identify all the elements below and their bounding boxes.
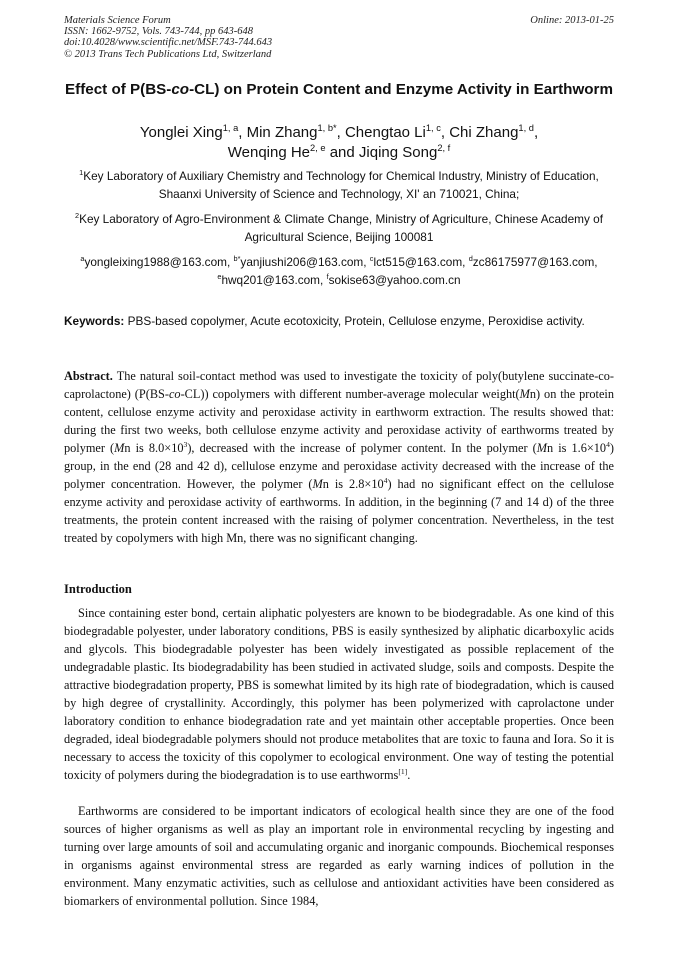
abstract-mn: M xyxy=(519,387,530,401)
author-name: Jiqing Song xyxy=(358,144,438,161)
introduction-heading: Introduction xyxy=(64,582,132,596)
author-sup: 2, f xyxy=(437,143,451,153)
email-address[interactable]: yongleixing1988@163.com, xyxy=(84,255,234,269)
affiliation-1-text: Key Laboratory of Auxiliary Chemistry and Technology for Chemical Industry, Ministry of Education, Shaanxi University of Science and Technology, XI' an 710021, China; xyxy=(83,169,599,201)
abstract-exponent: 4 xyxy=(606,439,610,449)
author-sep: and xyxy=(325,144,359,161)
author-list xyxy=(64,123,614,163)
introduction-paragraph-1 xyxy=(64,604,614,784)
email-address[interactable]: yanjiushi206@163.com, xyxy=(240,255,370,269)
abstract-text: n is 8.0×10 xyxy=(124,441,184,455)
email-sup: f xyxy=(326,272,329,282)
email-sup: e xyxy=(217,272,222,282)
author-name: Min Zhang xyxy=(246,124,318,141)
abstract-exponent: 4 xyxy=(383,475,388,485)
email-address[interactable]: lct515@163.com, xyxy=(373,255,469,269)
abstract-text: n is 2.8×10 xyxy=(322,477,384,491)
journal-doi[interactable]: doi:10.4028/www.scientific.net/MSF.743-744.643 xyxy=(64,37,273,49)
author-name: Chengtao Li xyxy=(344,124,426,141)
paragraph-text: . xyxy=(407,768,411,782)
author-name: Wenqing He xyxy=(227,144,311,161)
journal-issn: ISSN: 1662-9752, Vols. 743-744, pp 643-648 xyxy=(64,26,253,38)
affiliation-1 xyxy=(64,167,614,203)
abstract-text: n) on the protein content, cellulose enzyme activity and peroxidase activity in earthworm extraction. The results showed that: during the first two weeks, both cellulose enzyme activity and peroxidase activity of earthworms treated by polymer ( xyxy=(64,387,614,455)
paragraph-text: Since containing ester bond, certain aliphatic polyesters are known to be biodegradable. As one kind of this biodegradable polyester, under laboratory conditions, PBS is easily synthesized by aliphatic dicarboxylic acids and glycols. This biodegradable polyester has been widely investigated as possible replacement of the undegradable plastic. Its biodegradability has been studied in activated sludge, soils and composts. Despite the attractive biodegradation property, PBS is somewhat limited by its high rate of biodegradation, which is caused by high degree of crystallinity. Accordingly, this polymer has been polymerized with caprolactone under laboratory condition to enhance biodegradation rate and yet maintain other acceptable properties. Once been degraded, ideal biodegradable polymers should not produce metabolites that are toxic to fauna and Iora. So it is necessary to access the toxicity of this copolymer to ecological environment. One way of testing the potential toxicity of polymers during the biodegradation is to use earthworms xyxy=(64,606,614,782)
abstract-text: ), decreased with the increase of polymer content. In the polymer ( xyxy=(187,441,537,455)
affiliation-2-text: Key Laboratory of Agro-Environment & Climate Change, Ministry of Agriculture, Chinese Academy of Agricultural Science, Beijing 100081 xyxy=(79,212,603,244)
email-address[interactable]: zc86175977@163.com, xyxy=(472,255,598,269)
email-sup: d xyxy=(468,254,473,264)
email-address[interactable]: hwq201@163.com, xyxy=(221,273,327,287)
abstract-text: -CL)) copolymers with different number-average molecular weight( xyxy=(180,387,520,401)
email-address[interactable]: sokise63@yahoo.com.cn xyxy=(328,273,461,287)
introduction-paragraph-2 xyxy=(64,802,614,910)
author-sup: 2, e xyxy=(310,143,326,153)
online-date: Online: 2013-01-25 xyxy=(530,15,614,26)
author-sup: 1, d xyxy=(518,123,534,133)
abstract-mn: M xyxy=(312,477,323,491)
abstract-text: n is 1.6×10 xyxy=(546,441,607,455)
abstract-label: Abstract. xyxy=(64,369,113,383)
journal-name: Materials Science Forum xyxy=(64,15,171,26)
abstract-exponent: 3 xyxy=(183,439,188,449)
email-sup: b* xyxy=(233,254,241,264)
paper-title xyxy=(64,80,614,99)
keywords xyxy=(64,312,614,330)
abstract-mn: M xyxy=(114,441,125,455)
abstract-text: co xyxy=(168,387,181,401)
paragraph-text: Earthworms are considered to be important indicators of ecological health since they are one of the food sources of higher organisms as well as play an important role in environmental recycling by ingesting and turning over large amounts of soil and accumulating organic and inorganic compounds. Biochemical responses in organisms against environmental stress are regarded as early warning indices of pollution in the environment. Many enzymatic activities, such as cellulose and antioxidant activities have been considered as biomarkers of environmental pollution. Since 1984, xyxy=(64,804,614,908)
journal-header xyxy=(64,15,272,60)
author-sep: , xyxy=(533,124,539,141)
author-sep: , xyxy=(336,124,345,141)
keywords-text: PBS-based copolymer, Acute ecotoxicity, Protein, Cellulose enzyme, Peroxidise activity. xyxy=(127,314,585,328)
author-sep: , xyxy=(238,124,247,141)
email-sup: a xyxy=(80,254,85,264)
title-part-2: co xyxy=(171,81,190,98)
email-sup: c xyxy=(369,254,374,264)
abstract xyxy=(64,367,614,547)
author-sup: 1, b* xyxy=(317,123,337,133)
affiliation-1-sup: 1 xyxy=(79,168,84,178)
author-sup: 1, c xyxy=(425,123,441,133)
author-sep: , xyxy=(440,124,450,141)
abstract-text: ) had no significant effect on the cellulose enzyme activity and peroxidase activity of earthworms. In addition, in the beginning (7 and 14 d) of the three treatments, the protein content increased with the raising of polymer concentration. Nevertheless, in the test treated by copolymers with high Mn, there was no significant changing. xyxy=(64,477,614,545)
abstract-mn: M xyxy=(536,441,547,455)
affiliation-2-sup: 2 xyxy=(75,211,80,221)
keywords-label: Keywords: xyxy=(64,314,125,328)
author-sup: 1, a xyxy=(222,123,239,133)
journal-copyright: © 2013 Trans Tech Publications Ltd, Switzerland xyxy=(64,48,272,60)
title-part-3: -CL) on Protein Content and Enzyme Activity in Earthworm xyxy=(189,81,613,98)
author-name: Yonglei Xing xyxy=(139,124,223,141)
citation-ref[interactable]: [1] xyxy=(398,766,408,776)
abstract-text: ) group, in the end (28 and 42 d), cellulose enzyme and peroxidase activity decreased with the increase of the polymer concentration. However, the polymer ( xyxy=(64,441,615,491)
author-name: Chi Zhang xyxy=(449,124,519,141)
abstract-text: The natural soil-contact method was used to investigate the toxicity of poly(butylene succinate-co-caprolactone) (P(BS- xyxy=(64,369,615,401)
email-list xyxy=(64,253,614,289)
affiliation-2 xyxy=(64,210,614,246)
title-part-1: Effect of P(BS- xyxy=(65,81,172,98)
